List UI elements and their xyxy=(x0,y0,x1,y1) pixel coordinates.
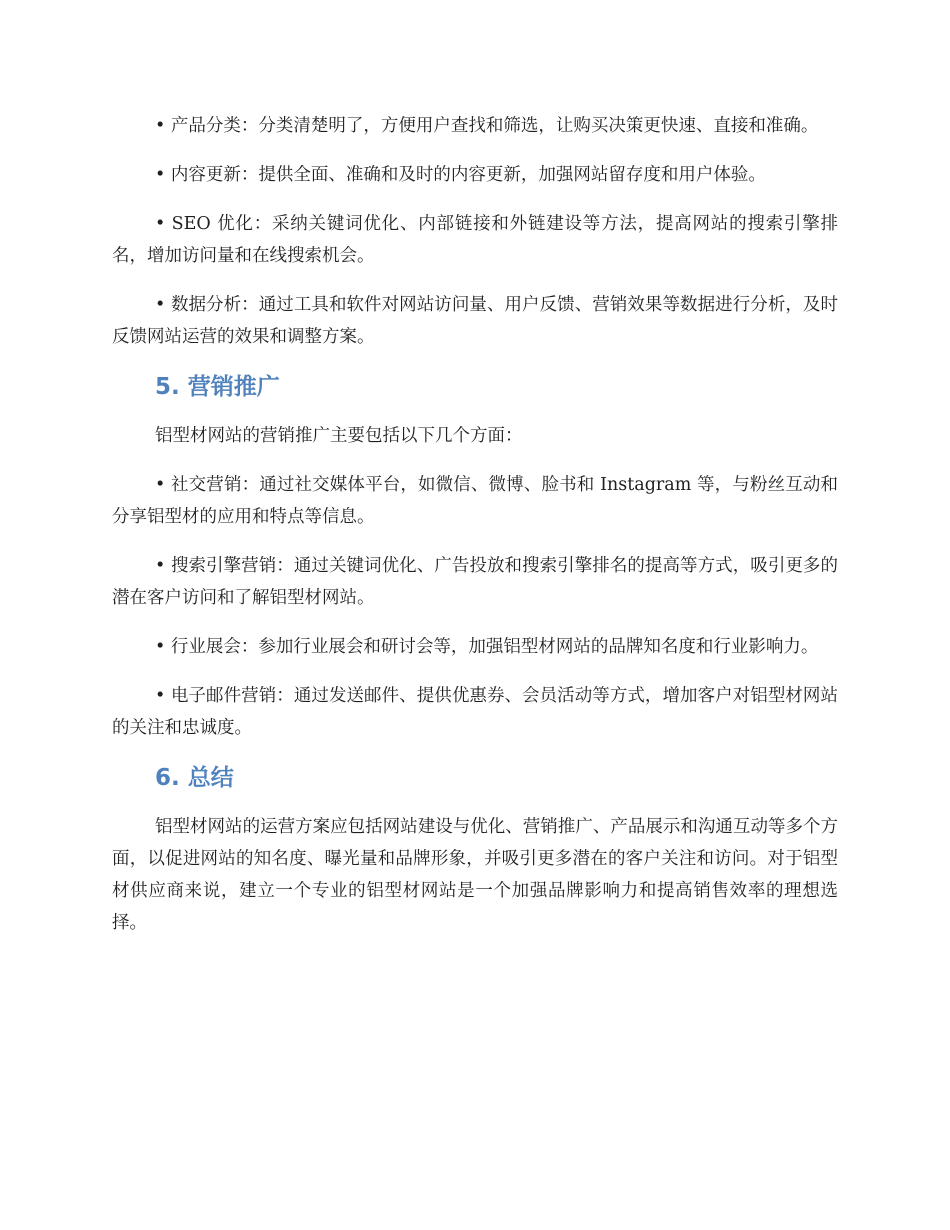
bullet-product-category: • 产品分类：分类清楚明了，方便用户查找和筛选，让购买决策更快速、直接和准确。 xyxy=(155,116,819,136)
bullet-email-marketing: • 电子邮件营销：通过发送邮件、提供优惠券、会员活动等方式，增加客户对铝型材网站的关注和忠诚度。 xyxy=(112,686,838,738)
bullet-content-update: • 内容更新：提供全面、准确和及时的内容更新，加强网站留存度和用户体验。 xyxy=(155,165,766,185)
section-heading-marketing: 5. 营销推广 xyxy=(155,374,280,400)
bullet-seo-optimization: • SEO 优化：采纳关键词优化、内部链接和外链建设等方法，提高网站的搜索引擎排名，增加访问量和在线搜索机会。 xyxy=(112,214,838,266)
bullet-search-engine-marketing: • 搜索引擎营销：通过关键词优化、广告投放和搜索引擎排名的提高等方式，吸引更多的潜在客户访问和了解铝型材网站。 xyxy=(112,556,838,608)
marketing-intro: 铝型材网站的营销推广主要包括以下几个方面： xyxy=(155,426,523,446)
summary-body: 铝型材网站的运营方案应包括网站建设与优化、营销推广、产品展示和沟通互动等多个方面，以促进网站的知名度、曝光量和品牌形象，并吸引更多潜在的客户关注和访问。对于铝型材供应商来说，建立一个专业的铝型材网站是一个加强品牌影响力和提高销售效率的理想选择。 xyxy=(112,817,838,933)
section-heading-summary: 6. 总结 xyxy=(155,765,234,791)
bullet-trade-show: • 行业展会：参加行业展会和研讨会等，加强铝型材网站的品牌知名度和行业影响力。 xyxy=(155,637,819,657)
bullet-social-marketing: • 社交营销：通过社交媒体平台，如微信、微博、脸书和 Instagram 等，与粉丝互动和分享铝型材的应用和特点等信息。 xyxy=(112,475,838,527)
bullet-data-analysis: • 数据分析：通过工具和软件对网站访问量、用户反馈、营销效果等数据进行分析，及时反馈网站运营的效果和调整方案。 xyxy=(112,295,838,347)
